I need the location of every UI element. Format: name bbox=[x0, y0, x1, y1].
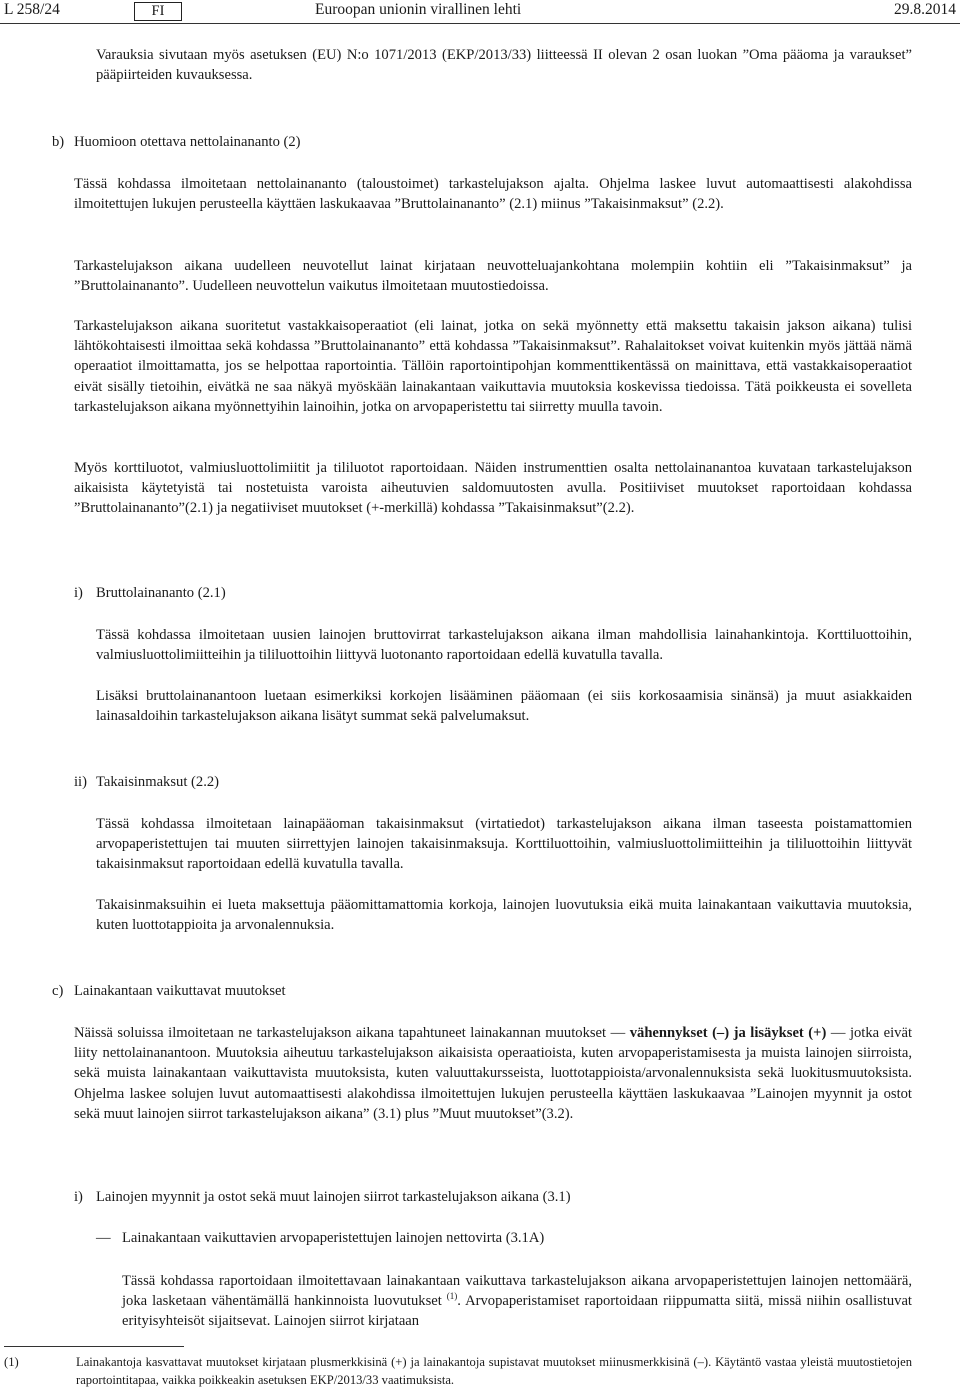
header-rule bbox=[0, 23, 960, 24]
footnote-rule bbox=[4, 1346, 184, 1347]
em-dash-marker: — bbox=[96, 1230, 111, 1246]
page-reference: L 258/24 bbox=[4, 1, 60, 18]
section-c-sub-i-title: Lainojen myynnit ja ostot sekä muut lainojen siirrot tarkastelujakson aikana (3.1) bbox=[96, 1189, 571, 1205]
page-header bbox=[0, 0, 960, 22]
section-b-title: Huomioon otettava nettolainananto (2) bbox=[74, 134, 301, 150]
subsection-ii-paragraph: Takaisinmaksuihin ei lueta maksettuja pääomittamattomia korkoja, lainojen luovutuksia eikä muita lainakantaan vaikuttavia muutoksia, kuten luottotappioita ja arvonalennuksia. bbox=[96, 897, 912, 934]
subsection-ii-paragraph: Tässä kohdassa ilmoitetaan lainapääoman takaisinmaksut (virtatiedot) tarkastelujakson aikana ilman taseesta poistamattomien arvopaperistettujen tai muuten siirrettyjen lainojen takaisinmaksuja. Korttiluottoihin, valmiusluottolimiitteihin ja tililuottoihin liittyvät takaisinmaksut raportoidaan edellä kuvatulla tavalla. bbox=[96, 816, 912, 873]
section-c-bold-changes: vähennykset (–) ja lisäykset (+) bbox=[629, 1025, 827, 1041]
footnote-marker: (1) bbox=[4, 1355, 19, 1369]
journal-title: Euroopan unionin virallinen lehti bbox=[315, 1, 522, 18]
section-c-sub-i-marker: i) bbox=[74, 1189, 83, 1205]
language-badge: FI bbox=[134, 2, 182, 21]
section-b-paragraph: Tarkastelujakson aikana suoritetut vastakkaisoperaatiot (eli lainat, jotka on sekä myönnetty että maksettu takaisin jakson aikana) tulisi lähtökohtaisesti ilmoittaa sekä kohdassa ”Bruttolainananto” että kohdassa ”Takaisinmaksut”. Rahalaitokset voivat kuitenkin myös jättää nämä operaatiot ilmoittamatta, jos se helpottaa raportointia. Tällöin raportointipohjan kommenttikentässä on mainittava, että vastakkaisoperaatiot eivät sisälly tietoihin, eivätkä ne saa näkyä myöskään lainakantaan vaikuttavia muutoksia koskevissa tiedoissa. Tätä poikkeusta ei sovelleta tarkastelujakson aikana myönnettyihin lainoihin, jotka on arvopaperistettu tai siirretty muulla tavoin. bbox=[74, 318, 912, 415]
section-c-title: Lainakantaan vaikuttavat muutokset bbox=[74, 983, 286, 999]
subsection-i-title: Bruttolainananto (2.1) bbox=[96, 585, 226, 601]
intro-paragraph: Varauksia sivutaan myös asetuksen (EU) N:o 1071/2013 (EKP/2013/33) liitteessä II olevan 2 osan luokan ”Oma pääoma ja varaukset” pääpiirteiden kuvauksessa. bbox=[96, 47, 912, 84]
publication-date: 29.8.2014 bbox=[894, 1, 956, 18]
dash-item-text-start: Tässä kohdassa raportoidaan ilmoitettavaan lainakantaan vaikuttava tarkastelujakson aikana arvopaperistettujen lainojen nettomäärä, joka lasketaan vähentämällä hankinnoista luovutukset bbox=[122, 1273, 912, 1310]
subsection-i-marker: i) bbox=[74, 585, 83, 601]
footnote-reference[interactable]: (1) bbox=[446, 1291, 458, 1302]
section-b-paragraph: Myös korttiluotot, valmiusluottolimiitit ja tililuotot raportoidaan. Näiden instrumenttien osalta nettolainanantoa kuvataan tarkastelujakson aikaisista käytetyistä tai nostetuista varoista aiheutuvien saldomuutosten avulla. Positiiviset muutokset raportoidaan kohdassa ”Bruttolainananto”(2.1) ja negatiiviset muutokset (+-merkillä) kohdassa ”Takaisinmaksut”(2.2). bbox=[74, 460, 912, 517]
subsection-ii-title: Takaisinmaksut (2.2) bbox=[96, 774, 219, 790]
dash-item-text-end: . Arvopaperistamiset raportoidaan riippumatta siitä, missä niihin osallistuvat erityisyhteisöt sijaitsevat. Lainojen siirrot kirjataan bbox=[122, 1293, 912, 1330]
section-b-paragraph: Tarkastelujakson aikana uudelleen neuvotellut lainat kirjataan neuvotteluajankohtana molempiin kohtiin eli ”Takaisinmaksut” ja ”Bruttolainananto”. Uudelleen neuvottelun vaikutus ilmoitetaan muutostiedoissa. bbox=[74, 258, 912, 295]
dash-item-title: Lainakantaan vaikuttavien arvopaperistettujen lainojen nettovirta (3.1A) bbox=[122, 1230, 545, 1246]
footnote-text: Lainakantoja kasvattavat muutokset kirjataan plusmerkkisinä (+) ja lainakantoja supistavat muutokset miinusmerkkisinä (–). Käytäntö vastaa yleistä muutostietojen raportointitapaa, vaikka poikkeakin asetuksen EKP/2013/33 vaatimuksista. bbox=[76, 1355, 912, 1387]
section-c-marker: c) bbox=[52, 983, 64, 999]
subsection-i-paragraph: Lisäksi bruttolainanantoon luetaan esimerkiksi korkojen lisääminen pääomaan (ei siis korkosaamisia sinänsä) ja muut asiakkaiden lainasaldoihin tarkastelujakson aikana lisätyt summat sekä palvelumaksut. bbox=[96, 688, 912, 725]
dash-item-paragraph bbox=[122, 1271, 912, 1332]
section-c-paragraph bbox=[74, 1023, 912, 1124]
subsection-i-paragraph: Tässä kohdassa ilmoitetaan uusien lainojen bruttovirrat tarkastelujakson aikana ilman mahdollisia lainahankintoja. Korttiluottoihin, valmiusluottolimiitteihin ja tililuottoihin liittyvä luotonanto raportoidaan edellä kuvatulla tavalla. bbox=[96, 627, 912, 664]
section-b-paragraph: Tässä kohdassa ilmoitetaan nettolainananto (taloustoimet) tarkastelujakson ajalta. Ohjelma laskee luvut automaattisesti alakohdissa ilmoitettujen lukujen perusteella käyttäen laskukaavaa ”Bruttolainananto” (2.1) miinus ”Takaisinmaksut” (2.2). bbox=[74, 176, 912, 213]
section-c-text-end: — jotka eivät liity nettolainanantoon. Muutoksia aiheutuu tarkastelujakson aikaisista operaatioista, kuten arvopaperistamisesta ja muista lainojen siirroista, sekä muista lainakantaan vaikuttavista muutoksista, kuten valuuttakursseista, luottotappioista/arvonalennuksista sekä luokitusmuutoksista. Ohjelma laskee solujen luvut automaattisesti alakohdissa ilmoitettujen lukujen perusteella käyttäen laskukaavaa ”Lainojen myynnit ja ostot sekä muut lainojen siirrot tarkastelujakson aikana” (3.1) plus ”Muut muutokset”(3.2). bbox=[74, 1025, 912, 1122]
section-c-text-start: Näissä soluissa ilmoitetaan ne tarkastelujakson aikana tapahtuneet lainakannan muutokset — bbox=[74, 1025, 626, 1041]
subsection-ii-marker: ii) bbox=[74, 774, 87, 790]
section-b-marker: b) bbox=[52, 134, 65, 150]
